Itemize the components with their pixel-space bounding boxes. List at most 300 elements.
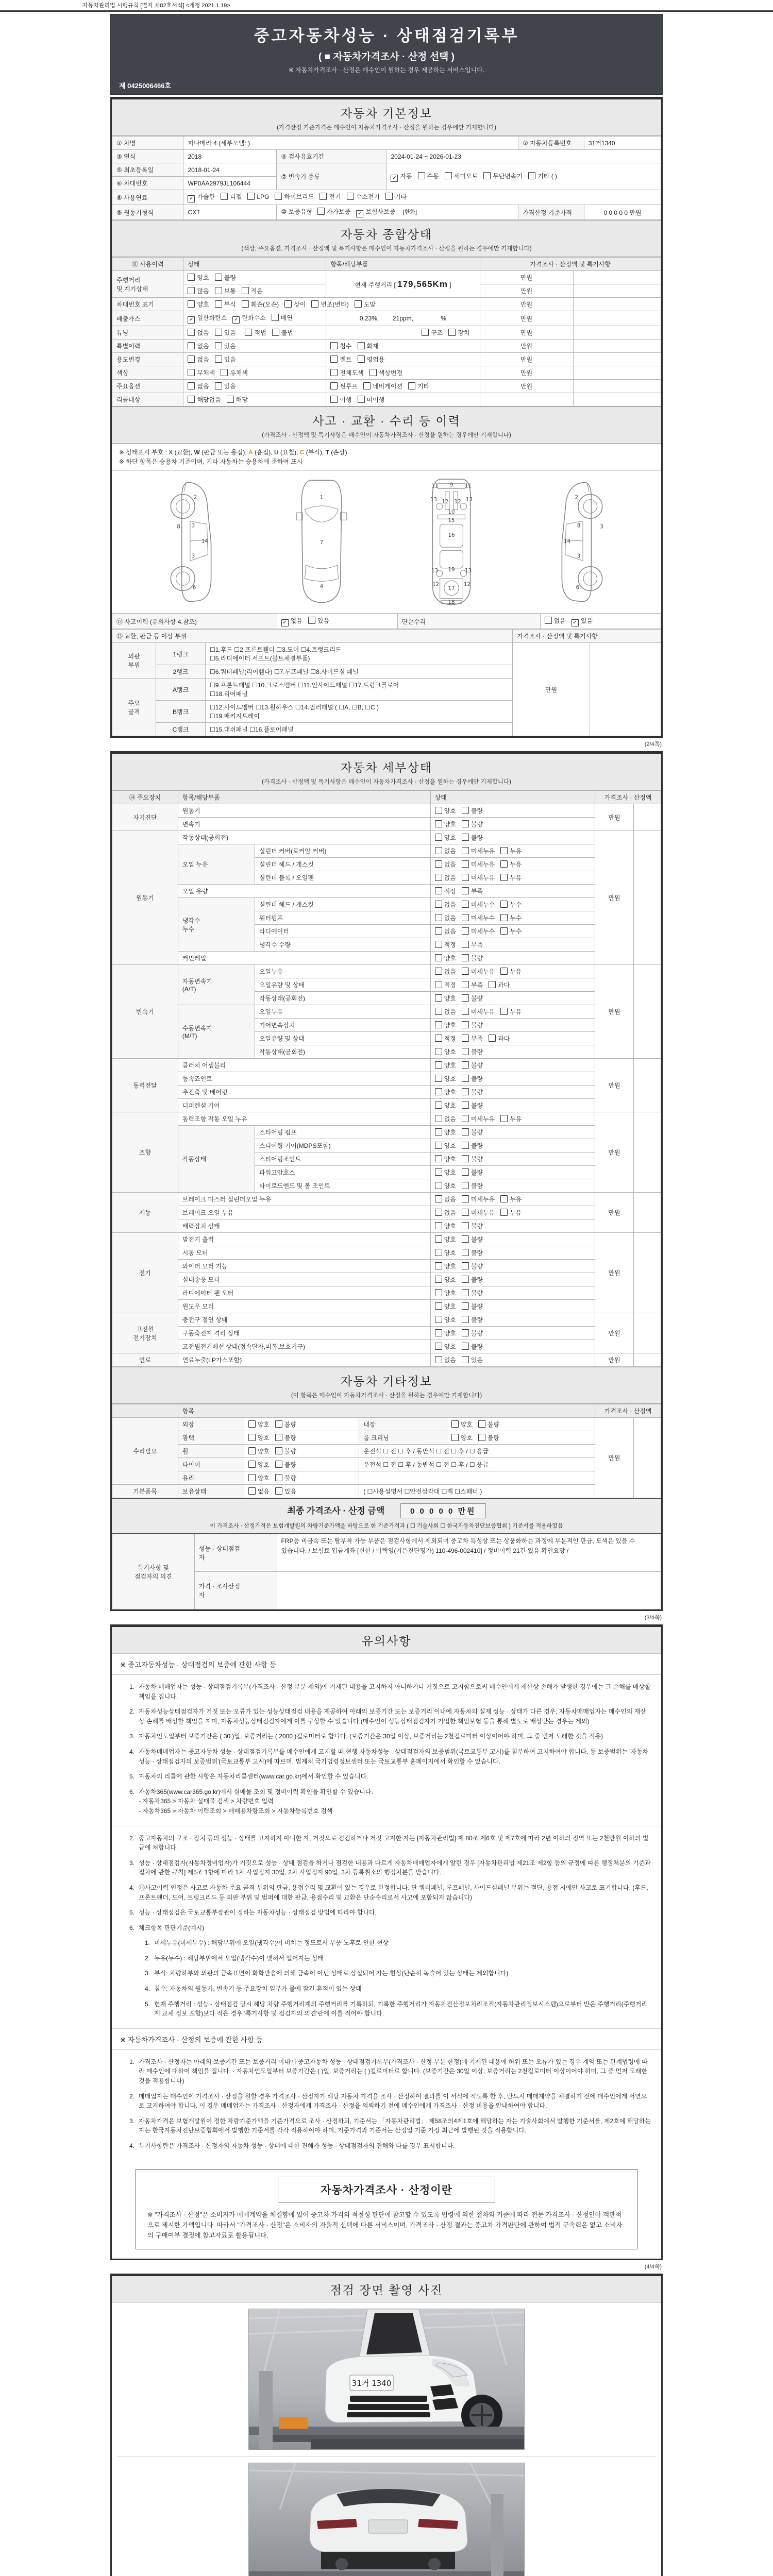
- car-diagram-top: [290, 476, 354, 608]
- item-label: 원동기: [178, 804, 430, 818]
- checkbox-icon: [462, 914, 469, 921]
- checkbox-label: 없음: [197, 383, 209, 390]
- item-a-label: 외장: [178, 1418, 244, 1431]
- checkbox-option: [500, 860, 522, 869]
- notice-item: [137, 1938, 652, 1948]
- checkbox-label: 양호: [444, 1263, 456, 1270]
- checkbox-label: 가솔린: [197, 193, 215, 200]
- price-survey-info-text: ※ "가격조사 · 산정"은 소비자가 매매계약을 체결함에 있어 중고차 가격의 적절성 판단에 참고할 수 있도록 법령에 의한 절차와 기준에 따라 전문 가격조사 · 산정인이 객관적으로 제시한 가액입니다. 따라서 "가격조사 · 산정"은 소비자의 자율적 선택에 따른 서비스이며, 가격조사 · 산정 결과는 중고차 가격판단에 관하여 법적 구속력은 없고 소비자의 구매여부 결정에 참고자료로 활용됩니다.: [147, 2211, 623, 2239]
- checkbox-icon: [320, 193, 327, 200]
- item-b-label: 내장: [359, 1418, 447, 1431]
- price-cell: 만원: [480, 340, 573, 353]
- checkbox-icon: [435, 1061, 442, 1069]
- checkbox-icon: [330, 382, 338, 389]
- checkbox-icon: [275, 1461, 282, 1468]
- checkbox-label: 양호: [444, 1249, 456, 1257]
- checkbox-label: 불량: [470, 1142, 483, 1149]
- checkbox-icon: [462, 981, 469, 988]
- device-label: 제동: [112, 1193, 178, 1233]
- item-label: 실린더 헤드 / 개스킷: [255, 898, 430, 911]
- checkbox-label: 불량: [470, 1089, 483, 1096]
- checkbox-label: 없음: [290, 617, 303, 624]
- note-cell: [633, 831, 661, 965]
- checkbox-label: 양호: [257, 1434, 270, 1442]
- checkbox-option: [435, 1355, 456, 1364]
- price-survey-info-title: 자동차가격조사 · 산정이란: [278, 2177, 495, 2202]
- device-label: 자기진단: [112, 804, 178, 831]
- checkbox-label: 양호: [460, 1421, 473, 1428]
- checkbox-option: [462, 927, 495, 936]
- checkbox-option: [408, 382, 429, 391]
- emission-values: 0.23%, 21ppm, %: [326, 311, 480, 326]
- checkbox-option: [462, 1088, 483, 1096]
- checkbox-icon: [435, 1142, 442, 1149]
- checkbox-icon: [215, 274, 222, 281]
- checkbox-option: [435, 1248, 456, 1257]
- notice-item: [121, 1858, 652, 1877]
- checkbox-option: [221, 368, 248, 377]
- checkbox-option: [489, 1034, 510, 1043]
- detail-header-row: [112, 791, 661, 804]
- checkbox-label: 누유: [510, 874, 522, 882]
- notice-item: [121, 2057, 652, 2086]
- checkbox-icon: [435, 860, 442, 868]
- sub-group-label: 냉각수 누수: [178, 898, 255, 952]
- checkbox-option: [435, 873, 456, 882]
- checkbox-label: 누유: [510, 1209, 522, 1216]
- state-cell: [183, 353, 326, 366]
- accident-header: [112, 406, 661, 444]
- checkbox-icon: [272, 314, 279, 321]
- notice-item-text: 가격조사 · 산정자는 아래의 보증기간 또는 보증거리 이내에 중고자동차 성능 · 상태점검기록부(가격조사 · 산정 부분 한정)에 기재된 내용에 허위 또는 오류가 있는 경우 계약 또는 관계법령에 따라 매수인에 대하여 책임을 집니다. · 자동차인도일부터 보증기간은 ( )일, 보증거리는 ( )킬로미터로 합니다. (보증기간은 30일 이상, 보증거리는 2천킬로미터 이상이어야 하며, 그 중 먼저 도래한 것을 적용합니다): [139, 2058, 648, 2085]
- detail-row: [112, 804, 661, 818]
- item-a-label: 광택: [178, 1431, 244, 1445]
- row-label: 주행거리 및 계기상태: [112, 271, 183, 298]
- checkbox-label: 양호: [444, 1075, 456, 1082]
- checkbox-label: 있음: [284, 1488, 296, 1495]
- checkbox-icon: [248, 1434, 256, 1441]
- checkbox-label: 썬루프: [340, 383, 358, 390]
- checkbox-icon: [435, 941, 442, 948]
- rank-label: B랭크: [156, 701, 206, 723]
- checkbox-icon: [215, 287, 222, 294]
- checkbox-label: 적정: [444, 941, 456, 948]
- price-survey-info-box: [136, 2169, 637, 2249]
- checkbox-icon: [435, 1356, 442, 1363]
- detail-state-header: [112, 754, 661, 790]
- checkbox-label: 불량: [470, 1062, 483, 1069]
- checkbox-option: [462, 1302, 483, 1311]
- checkbox-label: 없음: [444, 848, 456, 855]
- checkbox-label: 불량: [470, 1022, 483, 1029]
- panel-number: 6: [576, 585, 580, 591]
- price-cell: 만원: [595, 965, 634, 1059]
- checkbox-label: 과다: [498, 981, 510, 989]
- checkbox-icon: [462, 1289, 469, 1296]
- detail-row: [112, 1327, 661, 1340]
- accident-history-label: ⑫ 사고이력 (유의사항 4.참조): [112, 614, 277, 629]
- checkbox-option: [435, 1315, 456, 1324]
- checkbox-option: [462, 967, 495, 976]
- opinion-who: 가격 · 조사산정 자: [194, 1572, 277, 1609]
- checkbox-label: 불량: [284, 1421, 296, 1428]
- checkbox-icon: [462, 1115, 469, 1122]
- checkbox-icon: [435, 807, 442, 814]
- checkbox-label: 없음: [444, 1209, 456, 1216]
- state-cell: [430, 1045, 595, 1059]
- checkbox-label: 장치: [458, 329, 470, 336]
- checkbox-option: [330, 355, 351, 364]
- checkbox-option: [435, 887, 456, 895]
- device-label: 연료: [112, 1353, 178, 1367]
- checkbox-icon: [500, 1209, 508, 1216]
- checkbox-option: [188, 300, 209, 309]
- notice-item-text: 체크항목 판단기준(예시): [139, 1924, 205, 1931]
- checkbox-label: 무채색: [197, 369, 215, 377]
- checkbox-icon: [462, 1155, 469, 1162]
- checkbox-icon: [355, 300, 362, 308]
- row-label: 특별이력: [112, 340, 183, 353]
- panel-number: 12: [442, 499, 449, 505]
- detail-row: [112, 1099, 661, 1112]
- engine-type-label: ⑨ 원동기형식: [112, 205, 183, 220]
- detail-row: [112, 1206, 661, 1219]
- checkbox-option: [391, 172, 412, 182]
- notice-item: [121, 1747, 652, 1766]
- checkbox-label: 부족: [470, 888, 483, 895]
- item-label: 브레이크 오일 누유: [178, 1206, 430, 1219]
- warranty-extra: [한화]: [402, 209, 417, 215]
- accident-history-table: [112, 614, 661, 629]
- checkbox-icon: [435, 1276, 442, 1283]
- notice-item-number: 2.: [129, 2092, 135, 2100]
- checkbox-option: [500, 1114, 522, 1123]
- checkbox-icon: [188, 396, 195, 403]
- rank-parts: ☐9.프론트패널 ☐10.크로스멤버 ☐11.인사이드패널 ☐17.트렁크플로어 ☐18.리어패널: [206, 679, 513, 701]
- checkbox-option: [435, 833, 456, 842]
- checkbox-option: [418, 172, 439, 180]
- checkbox-option: [435, 927, 456, 936]
- reg-no-value: 31거1340: [584, 137, 661, 150]
- checkbox-label: 양호: [444, 1129, 456, 1136]
- table-row: [112, 340, 661, 353]
- checkbox-label: 있음: [224, 356, 236, 363]
- document-number: 제 0425006466호: [119, 82, 172, 90]
- checkbox-icon: [462, 874, 469, 881]
- col-item: 항목/해당부품: [326, 258, 480, 271]
- checkbox-label: 누유: [510, 1196, 522, 1203]
- checkbox-label: 양호: [444, 807, 456, 815]
- checkbox-icon: [272, 329, 279, 336]
- checkbox-option: [445, 172, 478, 180]
- checkbox-icon: [275, 1474, 282, 1481]
- notice-item-text: 현재 주행거리 : 성능 · 상태점검 당시 해당 차량 주행거리계의 주행거리를 기록하되, 기록한 주행거리가 자동차전산정보처리조직(자동차관리정보시스템)으로부터 받은 주행거리(주행거리계 교체 정보 포함)보다 적은 경우 '특기사항 및 점검자의 의견'란에 이를 적어야 합니다.: [154, 2000, 647, 2018]
- state-cell: [430, 1193, 595, 1206]
- checkbox-icon: [418, 172, 425, 179]
- checkbox-label: 미세누유: [470, 1209, 495, 1216]
- car-diagram-bottom: [419, 476, 483, 608]
- row-label: 배출가스: [112, 311, 183, 326]
- checkbox-icon: [500, 901, 508, 908]
- checkbox-option: [188, 355, 209, 364]
- checkbox-icon: [462, 1182, 469, 1189]
- checkbox-label: 미세누유: [470, 968, 495, 975]
- checkbox-option: [462, 846, 495, 855]
- checkbox-icon: [478, 1420, 485, 1428]
- checkbox-option: [215, 273, 236, 282]
- checkbox-icon: [363, 382, 371, 389]
- item-label: 기어변속장치: [255, 1019, 430, 1032]
- checkbox-option: [188, 368, 215, 377]
- valid-value: 2024-01-24 ~ 2026-01-23: [386, 150, 661, 163]
- item-a-options: [244, 1431, 359, 1445]
- device-label: 동력전달: [112, 1059, 178, 1112]
- state-cell: [430, 1059, 595, 1072]
- item-label: 라디에이터: [255, 925, 430, 938]
- price-cell: 만원: [595, 1418, 634, 1498]
- checkbox-icon: [435, 1035, 442, 1042]
- checkbox-option: [435, 913, 456, 922]
- checkbox-option: [358, 395, 385, 404]
- checkbox-label: 자동: [400, 172, 412, 180]
- checkbox-icon: [435, 834, 442, 841]
- item-label: 파워고압호스: [255, 1166, 430, 1179]
- device-label: 변속기: [112, 965, 178, 1059]
- panel-number: 11: [431, 483, 438, 489]
- state-cell: [430, 1072, 595, 1086]
- warranty-label: ⑩ 보증유형: [281, 208, 312, 215]
- checkbox-icon: [188, 382, 195, 389]
- checkbox-label: 양호: [444, 1330, 456, 1337]
- basic-info-header: [112, 99, 661, 136]
- checkbox-option: [248, 1473, 270, 1482]
- checkbox-label: 없음: [444, 928, 456, 935]
- section-box-2: [110, 751, 663, 1611]
- checkbox-option: [435, 820, 456, 828]
- checkbox-option: [221, 192, 242, 201]
- checkbox-option: [215, 382, 236, 391]
- item-label: 스티어링 펌프: [255, 1126, 430, 1139]
- checkbox-option: [308, 616, 329, 625]
- item-detail: 운전석 ☐ 전 ☐ 후 / 동반석 ☐ 전 ☐ 후 / ☐ 응급: [359, 1458, 595, 1471]
- sub-group-label: 자동변속기 (A/T): [178, 965, 255, 1005]
- checkbox-label: 네비게이션: [373, 383, 403, 390]
- checkbox-label: 미세누수: [470, 901, 495, 908]
- fuel-label: ⑧ 사용연료: [112, 190, 183, 205]
- checkbox-icon: [248, 1474, 256, 1481]
- checkbox-label: 적정: [444, 981, 456, 989]
- notice-item-text: 자동차인도일부터 보증기간은 ( 30 )일, 보증거리는 ( 2000 )킬로미터로 합니다. (보증기간은 30일 이상, 보증거리는 2천킬로미터 이상이어야 하며, 그 중 먼저 도래한 것을 적용): [139, 1733, 603, 1740]
- checkbox-option: [462, 887, 483, 895]
- checkbox-option: [227, 395, 248, 404]
- checkbox-icon: [435, 1343, 442, 1350]
- checkbox-icon: [308, 617, 315, 624]
- detail-row: [112, 1286, 661, 1300]
- note-cell: [573, 366, 661, 380]
- checkbox-option: [248, 1447, 270, 1455]
- row-label: 리콜대상: [112, 393, 183, 406]
- checkbox-option: [435, 1074, 456, 1083]
- checkbox-option: [462, 1315, 483, 1324]
- checkbox-option: [462, 1128, 483, 1137]
- checkbox-label: 누수: [510, 928, 522, 935]
- checkbox-icon: [462, 1088, 469, 1095]
- notice-item-number: 1.: [129, 1683, 135, 1690]
- state-cell: [430, 1313, 595, 1327]
- checkbox-icon: [435, 847, 442, 854]
- notice-item: [121, 1883, 652, 1902]
- checkbox-label: 불량: [470, 1129, 483, 1136]
- detail-row: [112, 885, 661, 898]
- checkbox-icon: [275, 193, 282, 200]
- overall-state-note: (색상, 주요옵션, 가격조사 · 산정액 및 특기사항은 매수인이 자동차가격조사 · 산정을 원하는 경우에만 기재합니다): [241, 246, 532, 252]
- checkbox-label: 있음: [224, 329, 236, 336]
- checkbox-label: 기타: [417, 383, 430, 390]
- price-cell: 만원: [595, 1112, 634, 1193]
- checkbox-label: 미세누유: [470, 861, 495, 868]
- checkbox-label: 도말: [363, 301, 376, 308]
- checkbox-icon: [330, 396, 338, 403]
- notice-item: [137, 1954, 652, 1963]
- checkbox-option: [272, 328, 293, 337]
- checkbox-label: 기타 ( ): [537, 172, 558, 180]
- checkbox-option: [462, 913, 495, 922]
- checkbox-icon: [248, 1487, 256, 1495]
- checkbox-icon: [483, 172, 491, 179]
- col-state: 상태: [430, 791, 595, 804]
- rank-parts: ☐15.대쉬패널 ☐16.플로어패널: [206, 723, 513, 736]
- checkbox-label: 없음: [553, 617, 566, 624]
- checkbox-label: 일산화탄소: [197, 314, 227, 321]
- table-row: [112, 271, 661, 284]
- checkbox-label: 불량: [470, 1223, 483, 1230]
- state-cell: [430, 1353, 595, 1367]
- notice-item-number: 4.: [129, 2142, 135, 2149]
- checkbox-icon: [435, 1115, 442, 1122]
- checkbox-label: 불량: [470, 821, 483, 828]
- col-use-history: ⑪ 사용이력: [112, 258, 183, 271]
- panel-number: 10: [448, 510, 455, 516]
- checkbox-label: 양호: [444, 1156, 456, 1163]
- checkbox-icon: [435, 1101, 442, 1109]
- other-row: [112, 1485, 661, 1498]
- table-row: [112, 393, 661, 406]
- item-label: 윈도우 모터: [178, 1300, 430, 1313]
- checkbox-option: [242, 300, 279, 309]
- checkbox-label: 보통: [224, 287, 236, 295]
- checkbox-option: [462, 1275, 483, 1284]
- checkbox-label: 불량: [470, 1316, 483, 1324]
- checkbox-icon: [489, 981, 496, 988]
- state-code-X: X: [169, 449, 173, 456]
- checkbox-icon: [248, 1447, 256, 1454]
- other-info-title: 자동차 기타정보: [341, 1375, 432, 1388]
- checkbox-icon: [242, 300, 249, 308]
- checkbox-label: 하이브리드: [284, 193, 314, 200]
- price-cell: 만원: [595, 1313, 634, 1353]
- notice-item: [137, 1969, 652, 1978]
- col-item: 항목/해당부품: [178, 791, 430, 804]
- checkbox-icon: [462, 1329, 469, 1336]
- checkbox-icon: [227, 396, 234, 403]
- checkbox-icon: [317, 208, 325, 215]
- checkbox-option: [284, 300, 306, 309]
- checkbox-option: [355, 300, 376, 309]
- checkbox-option: [435, 1034, 456, 1043]
- checkbox-icon: [435, 1302, 442, 1310]
- checkbox-icon: [215, 329, 222, 336]
- item-label: 스티어링조인트: [255, 1153, 430, 1166]
- document-header: [110, 14, 663, 95]
- state-cell: [430, 911, 595, 925]
- checkbox-label: 양호: [444, 1089, 456, 1096]
- state-cell: [430, 992, 595, 1005]
- checkbox-option: [435, 1262, 456, 1270]
- basic-info-note: (가격산정 기준가격은 매수인이 자동차가격조사 · 산정을 원하는 경우에만 기재합니다): [277, 125, 496, 131]
- checkbox-label: 부족: [470, 981, 483, 989]
- note-cell: [573, 340, 661, 353]
- state-cell: [430, 1260, 595, 1273]
- state-cell: [430, 1112, 595, 1126]
- checkbox-option: [435, 1275, 456, 1284]
- state-cell: [430, 1233, 595, 1246]
- row-label: 차대번호 표기: [112, 298, 183, 311]
- checkbox-option: [363, 382, 402, 391]
- checkbox-label: 양호: [444, 995, 456, 1002]
- checkbox-option: [451, 1433, 473, 1442]
- document-note: ※ 자동차가격조사 · 산정은 매수인이 원하는 경우 제공하는 서비스입니다.: [288, 66, 485, 74]
- checkbox-label: 불량: [470, 1075, 483, 1082]
- checkbox-label: 양호: [444, 955, 456, 962]
- checkbox-label: 적법: [254, 329, 266, 336]
- checkbox-option: [500, 913, 522, 922]
- row-label: 튜닝: [112, 326, 183, 340]
- state-cell: [430, 1300, 595, 1313]
- first-reg-label: ⑤ 최초등록일: [112, 163, 183, 177]
- checkbox-label: 양호: [257, 1421, 270, 1428]
- base-price-label: 가격산정 기준가격: [518, 205, 584, 220]
- item-a-options: [244, 1418, 359, 1431]
- other-row: [112, 1431, 661, 1445]
- valid-label: ④ 검사유효기간: [277, 150, 386, 163]
- checkbox-label: 매연: [280, 314, 293, 321]
- checkbox-icon: [435, 994, 442, 1002]
- checkbox-icon: [462, 1101, 469, 1109]
- checkbox-label: 불량: [470, 1263, 483, 1270]
- checkbox-checked-icon: ✓: [188, 316, 195, 324]
- notice-item-number: 1.: [129, 2058, 135, 2065]
- checkbox-label: 화재: [366, 343, 379, 350]
- item-cell: [326, 353, 480, 366]
- item-cell: [326, 393, 480, 406]
- hold-state-options: [244, 1485, 359, 1498]
- final-price-amount: 0 0 0 0 0 만원: [400, 1503, 486, 1518]
- checkbox-icon: [435, 1235, 442, 1243]
- checkbox-option: [500, 927, 522, 936]
- checkbox-option: [275, 1420, 296, 1429]
- checkbox-checked-icon: ✓: [572, 619, 579, 626]
- item-cell: [326, 340, 480, 353]
- first-reg-value: 2018-01-24: [183, 163, 277, 177]
- checkbox-checked-icon: ✓: [281, 619, 289, 626]
- state-code-legend-2: ※ 하단 항목은 승용차 기준이며, 기타 자동차는 승용차에 준하여 표시: [119, 458, 303, 465]
- checkbox-label: 누유: [510, 1008, 522, 1015]
- detail-row: [112, 844, 661, 858]
- checkbox-label: 양호: [444, 1223, 456, 1230]
- checkbox-icon: [284, 300, 292, 308]
- checkbox-label: 미세누유: [470, 1115, 495, 1123]
- item-a-options: [244, 1471, 359, 1485]
